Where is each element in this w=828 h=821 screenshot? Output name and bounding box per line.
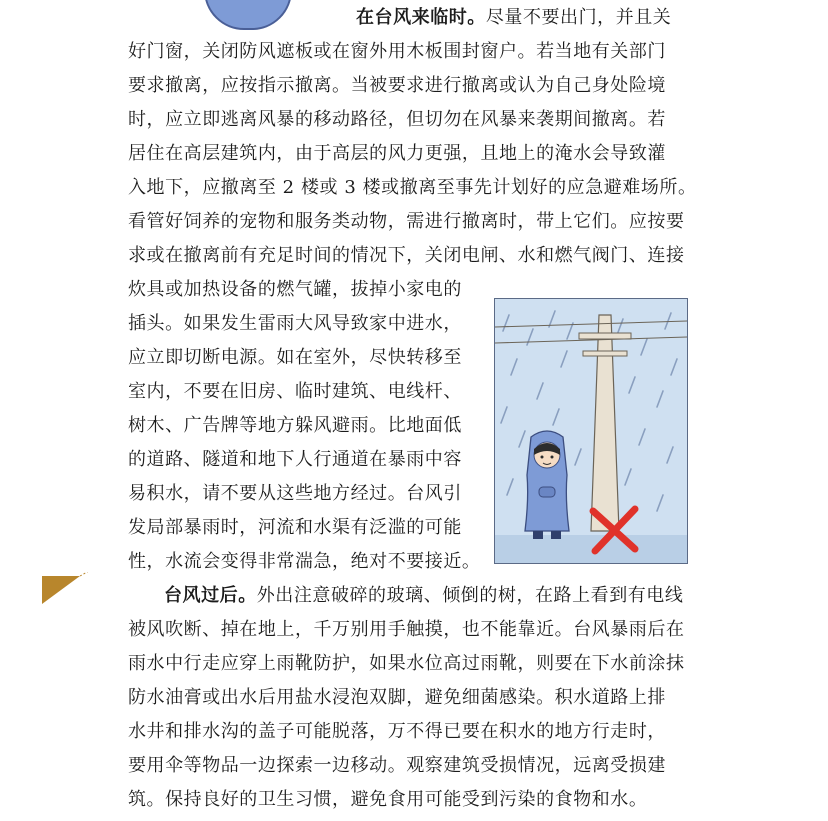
section1-line-13: 的道路、隧道和地下人行通道在暴雨中容 bbox=[128, 449, 462, 470]
section2-line-5: 要用伞等物品一边探索一边移动。观察建筑受损情况，远离受损建 bbox=[128, 755, 666, 776]
section1-line-1: 好门窗，关闭防风遮板或在窗外用木板围封窗户。若当地有关部门 bbox=[128, 41, 666, 62]
section1-line-2: 要求撤离，应按指示撤离。当被要求进行撤离或认为自己身处险境 bbox=[128, 75, 666, 96]
child-in-rain-illustration bbox=[494, 298, 688, 564]
rain-scene-icon bbox=[495, 299, 687, 563]
triangle-corner-marker-icon bbox=[40, 572, 88, 608]
section1-line-3: 时，应立即逃离风暴的移动路径，但切勿在风暴来袭期间撤离。若 bbox=[128, 109, 666, 130]
section1-line-5: 入地下，应撤离至 2 楼或 3 楼或撤离至事先计划好的应急避难场所。 bbox=[128, 177, 697, 198]
section1-line-8: 炊具或加热设备的燃气罐，拔掉小家电的 bbox=[128, 279, 462, 300]
section2-line-2: 雨水中行走应穿上雨靴防护，如果水位高过雨靴，则要在下水前涂抹 bbox=[128, 653, 685, 674]
section1-line-9: 插头。如果发生雷雨大风导致家中进水， bbox=[128, 313, 462, 334]
section1-line-12: 树木、广告牌等地方躲风避雨。比地面低 bbox=[128, 415, 462, 436]
raincoat-fragment-icon bbox=[204, 0, 292, 30]
section2-text: 外出注意破碎的玻璃、倾倒的树，在路上看到有电线 bbox=[256, 585, 684, 606]
section2-line-0 bbox=[164, 584, 683, 608]
section2-line-3: 防水油膏或出水后用盐水浸泡双脚，避免细菌感染。积水道路上排 bbox=[128, 687, 666, 708]
section2-line-6: 筑。保持良好的卫生习惯，避免食用可能受到污染的食物和水。 bbox=[128, 789, 648, 810]
section1-line-4: 居住在高层建筑内，由于高层的风力更强，且地上的淹水会导致灌 bbox=[128, 143, 666, 164]
section2-line-4: 水井和排水沟的盖子可能脱落，万不得已要在积水的地方行走时， bbox=[128, 721, 666, 742]
section2-heading: 台风过后。 bbox=[164, 585, 257, 606]
section2-line-1: 被风吹断、掉在地上，千万别用手触摸，也不能靠近。台风暴雨后在 bbox=[128, 619, 685, 640]
section1-line-16: 性，水流会变得非常湍急，绝对不要接近。 bbox=[128, 551, 481, 572]
section1-heading: 在台风来临时。 bbox=[356, 7, 486, 28]
section1-line-10: 应立即切断电源。如在室外，尽快转移至 bbox=[128, 347, 462, 368]
section1-text: 尽量不要出门，并且关 bbox=[485, 7, 672, 28]
section1-line-6: 看管好饲养的宠物和服务类动物，需进行撤离时，带上它们。应按要 bbox=[128, 211, 685, 232]
section1-line-14: 易积水，请不要从这些地方经过。台风引 bbox=[128, 483, 462, 504]
section1-line-7: 求或在撤离前有充足时间的情况下，关闭电闸、水和燃气阀门、连接 bbox=[128, 245, 685, 266]
section1-line-11: 室内，不要在旧房、临时建筑、电线杆、 bbox=[128, 381, 462, 402]
section1-line-15: 发局部暴雨时，河流和水渠有泛滥的可能 bbox=[128, 517, 462, 538]
section1-line-0 bbox=[356, 6, 671, 30]
